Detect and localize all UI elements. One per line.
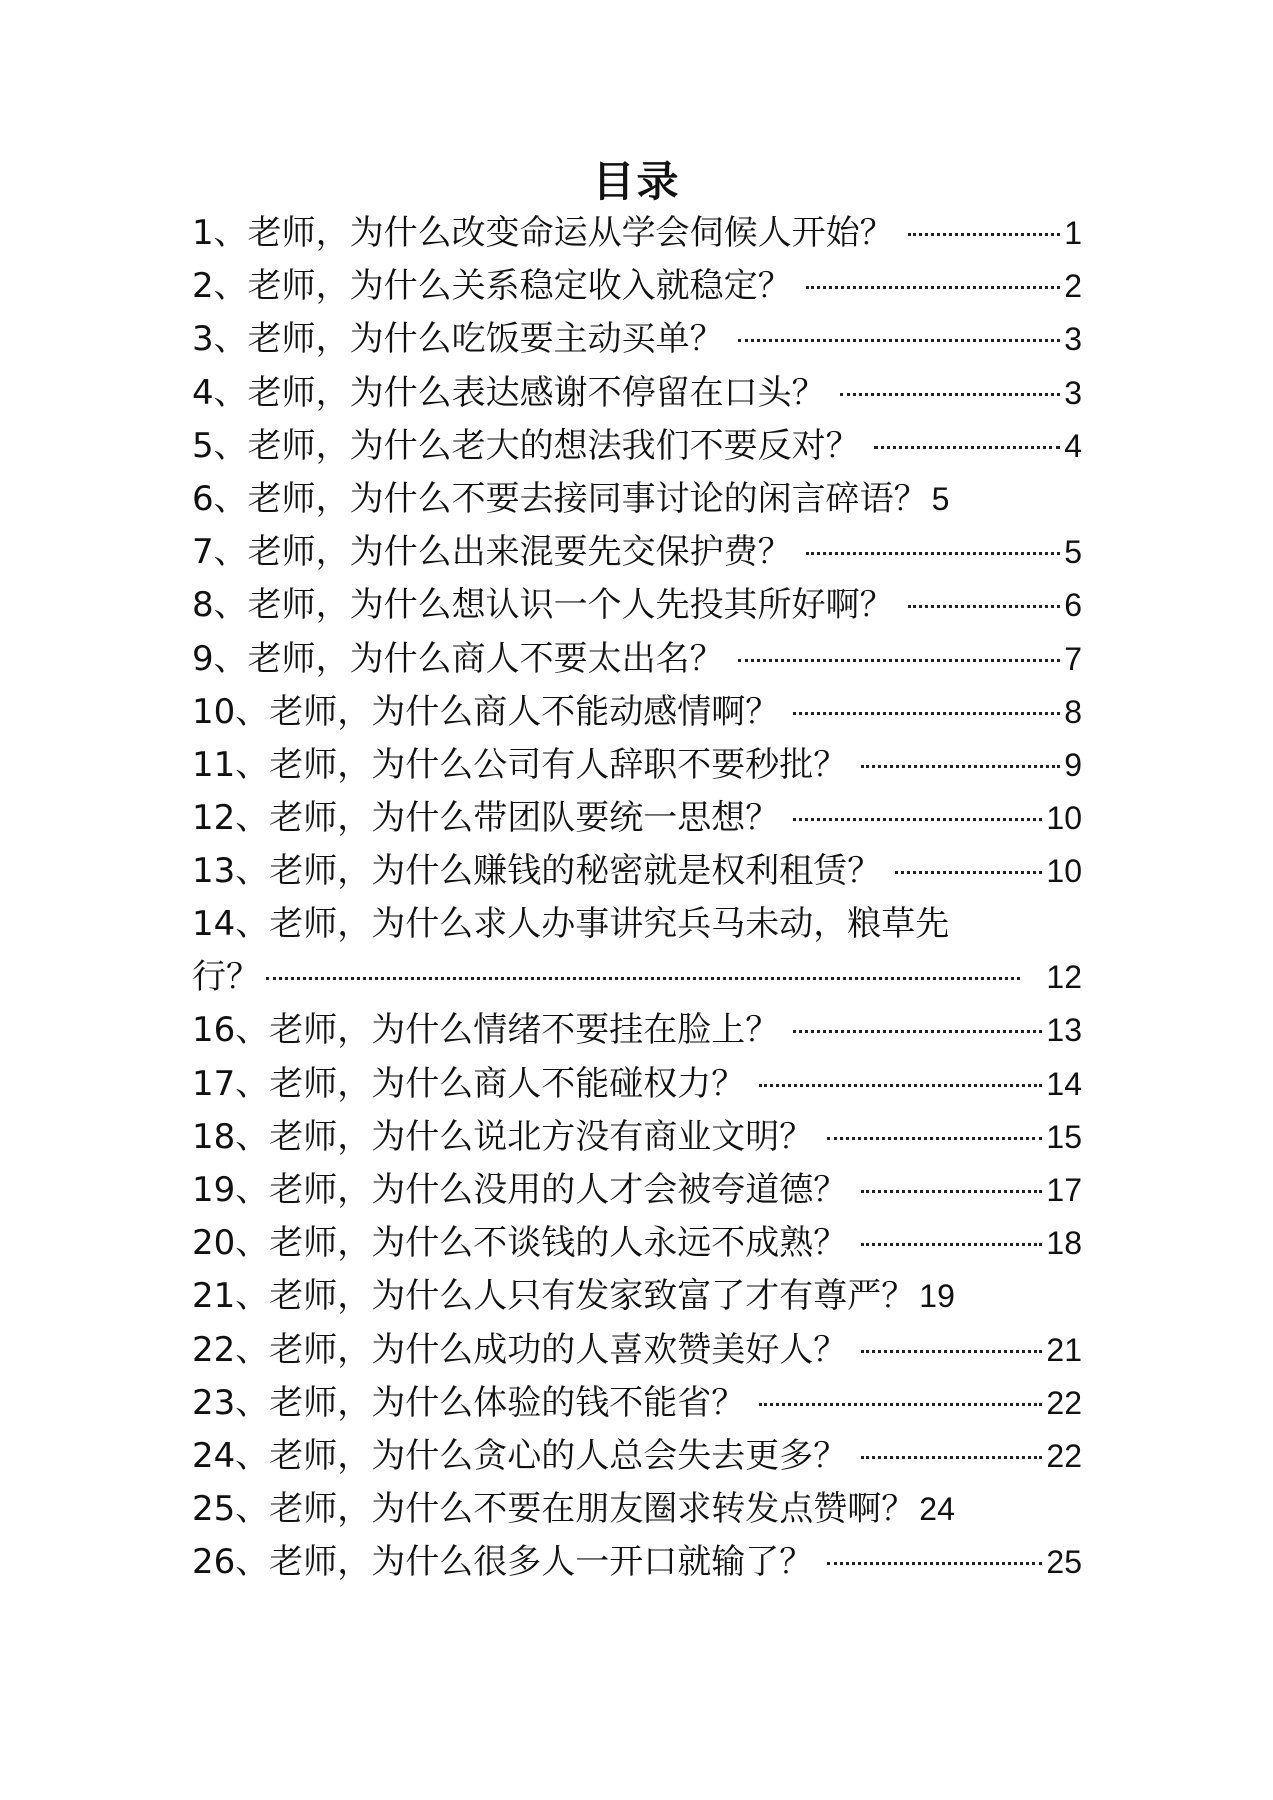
dot-leader: [793, 712, 1060, 715]
toc-entry-text: 3、老师，为什么吃饭要主动买单？: [192, 319, 724, 360]
toc-entry-text: 16、老师，为什么情绪不要挂在脸上？: [192, 1010, 780, 1051]
toc-entry-text: 4、老师，为什么表达感谢不停留在口头？: [192, 372, 826, 413]
toc-entry[interactable]: [192, 633, 1082, 686]
toc-entry[interactable]: [192, 1164, 1082, 1217]
toc-entry[interactable]: [192, 1217, 1082, 1270]
toc-entry-text: 14、老师，为什么求人办事讲究兵马未动，粮草先: [192, 904, 950, 945]
toc-entry-text: 7、老师，为什么出来混要先交保护费？: [192, 532, 792, 573]
toc-entry-text: 19、老师，为什么没用的人才会被夸道德？: [192, 1170, 848, 1210]
toc-entry-page: 13: [1046, 1012, 1082, 1049]
dot-leader: [793, 818, 1042, 821]
toc-entry-page: 22: [1046, 1437, 1082, 1474]
toc-entry-page: 14: [1046, 1065, 1082, 1102]
toc-entry-page: 6: [1064, 587, 1082, 624]
toc-entry[interactable]: [192, 792, 1082, 845]
toc-entry-text: 26、老师，为什么很多人一开口就输了？: [192, 1542, 814, 1583]
toc-entry-page: 3: [1064, 321, 1082, 358]
toc-entry-page: 2: [1064, 268, 1082, 305]
toc-entry[interactable]: [192, 845, 1082, 898]
toc-entry-page: 25: [1046, 1544, 1082, 1581]
toc-entry-text: 17、老师，为什么商人不能碰权力？: [192, 1063, 746, 1104]
toc-entry-page: 12: [1046, 959, 1082, 996]
dot-leader: [793, 1030, 1042, 1033]
toc-entry-page: 9: [1064, 746, 1082, 783]
toc-entry-text: 20、老师，为什么不谈钱的人永远不成熟？: [192, 1223, 848, 1264]
dot-leader: [861, 1350, 1042, 1353]
toc-entry-text: 2、老师，为什么关系稳定收入就稳定？: [192, 266, 792, 307]
toc-entry-page: 24: [919, 1491, 955, 1528]
dot-leader: [908, 233, 1061, 236]
toc-entry-page: 21: [1046, 1331, 1082, 1368]
dot-leader: [827, 1137, 1042, 1140]
dot-leader: [266, 977, 1020, 980]
toc-entry-text: 21、老师，为什么人只有发家致富了才有尊严？: [192, 1276, 916, 1317]
toc-entry-page: 10: [1046, 853, 1082, 890]
toc-entry-text: 22、老师，为什么成功的人喜欢赞美好人？: [192, 1329, 848, 1370]
toc-entry-page: 5: [931, 480, 950, 517]
toc-entry-text: 1、老师，为什么改变命运从学会伺候人开始？: [192, 213, 894, 253]
toc-entry-page: 5: [1064, 534, 1082, 571]
toc-entry[interactable]: [192, 1324, 1082, 1377]
toc-entry-text: 18、老师，为什么说北方没有商业文明？: [192, 1116, 814, 1157]
toc-entry-page: 22: [1046, 1384, 1082, 1421]
toc-entry-page: 7: [1064, 640, 1082, 677]
dot-leader: [738, 659, 1061, 662]
toc-entry-text-continued: 行？: [192, 957, 260, 998]
dot-leader: [827, 1562, 1042, 1565]
toc-entry[interactable]: [192, 1111, 1082, 1164]
toc-entry-text: 25、老师，为什么不要在朋友圈求转发点赞啊？: [192, 1489, 916, 1530]
dot-leader: [738, 339, 1061, 342]
toc-entry-page: 1: [1064, 215, 1082, 251]
toc-list: [192, 207, 1082, 1590]
dot-leader: [895, 871, 1042, 874]
dot-leader: [759, 1403, 1042, 1406]
toc-entry[interactable]: [192, 420, 1082, 473]
toc-entry[interactable]: [192, 313, 1082, 366]
toc-entry-page: 10: [1046, 800, 1082, 837]
toc-entry-text: 6、老师，为什么不要去接同事讨论的闲言碎语？: [192, 478, 928, 519]
dot-leader: [908, 605, 1061, 608]
dot-leader: [759, 1084, 1042, 1087]
toc-entry[interactable]: [192, 260, 1082, 313]
toc-entry[interactable]: [192, 739, 1082, 792]
toc-entry-text: 10、老师，为什么商人不能动感情啊？: [192, 691, 780, 732]
toc-entry-page: 4: [1064, 427, 1082, 464]
dot-leader: [861, 1190, 1042, 1193]
dot-leader: [806, 552, 1061, 555]
toc-entry[interactable]: [192, 1430, 1082, 1483]
toc-entry-text: 11、老师，为什么公司有人辞职不要秒批？: [192, 744, 848, 785]
toc-entry[interactable]: [192, 367, 1082, 420]
toc-entry[interactable]: [192, 1536, 1082, 1589]
toc-title: 目录: [592, 157, 681, 206]
toc-entry-text: 24、老师，为什么贪心的人总会失去更多？: [192, 1435, 848, 1476]
toc-entry-page: 8: [1064, 693, 1082, 730]
dot-leader: [840, 393, 1061, 396]
toc-entry-page: 17: [1046, 1172, 1082, 1208]
toc-entry[interactable]: [192, 473, 1082, 526]
dot-leader: [861, 1243, 1042, 1246]
toc-entry[interactable]: [192, 526, 1082, 579]
dot-leader: [806, 286, 1061, 289]
toc-entry[interactable]: [192, 579, 1082, 632]
toc-entry-text: 12、老师，为什么带团队要统一思想？: [192, 798, 780, 839]
toc-entry[interactable]: [192, 1377, 1082, 1430]
toc-entry[interactable]: [192, 207, 1082, 260]
toc-entry-text: 9、老师，为什么商人不要太出名？: [192, 638, 724, 679]
toc-entry-text: 5、老师，为什么老大的想法我们不要反对？: [192, 425, 860, 466]
dot-leader: [861, 765, 1060, 768]
toc-entry[interactable]: [192, 1058, 1082, 1111]
toc-entry[interactable]: [192, 1483, 1082, 1536]
toc-entry-page: 15: [1046, 1118, 1082, 1155]
toc-entry[interactable]: [192, 1004, 1082, 1057]
toc-entry-page: 19: [919, 1278, 955, 1315]
toc-entry[interactable]: [192, 898, 1082, 1004]
toc-entry[interactable]: [192, 686, 1082, 739]
dot-leader: [874, 446, 1061, 449]
toc-entry[interactable]: [192, 1270, 1082, 1323]
toc-entry-text: 8、老师，为什么想认识一个人先投其所好啊？: [192, 585, 894, 626]
toc-entry-text: 13、老师，为什么赚钱的秘密就是权利租赁？: [192, 851, 882, 892]
toc-entry-page: 3: [1064, 374, 1082, 411]
dot-leader: [861, 1456, 1042, 1459]
toc-entry-text: 23、老师，为什么体验的钱不能省？: [192, 1382, 746, 1423]
toc-entry-page: 18: [1046, 1225, 1082, 1262]
